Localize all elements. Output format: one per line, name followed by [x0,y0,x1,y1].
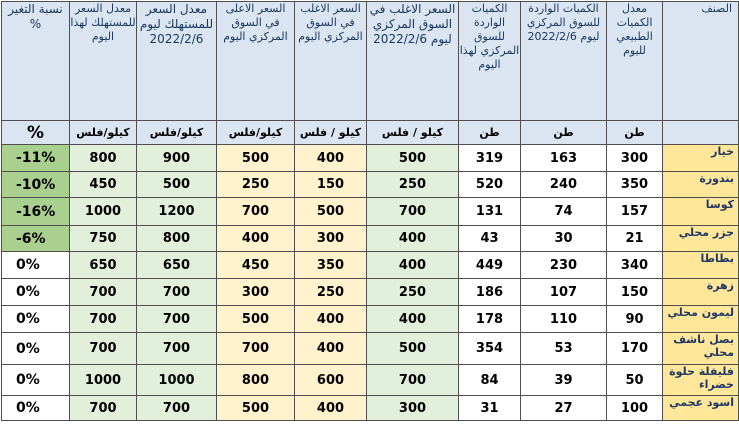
consumer-date-cell: 1200 [137,198,217,226]
table-row [2,172,739,198]
qty-today-cell: 84 [459,365,521,396]
common-price-date-cell: 250 [367,172,459,198]
item-name-cell: جزر محلي [663,226,739,252]
item-name-cell: بصل ناشف محلي [663,333,739,365]
header-row [2,2,739,121]
consumer-today-cell: 1000 [70,198,137,226]
common-price-date-cell: 250 [367,279,459,306]
qty-date-cell: 27 [521,396,607,421]
normal-qty-cell: 300 [607,145,663,172]
common-price-cell: 350 [295,252,367,279]
consumer-date-cell: 800 [137,226,217,252]
table-row [2,145,739,172]
qty-date-cell: 230 [521,252,607,279]
item-name-cell: خيار [663,145,739,172]
common-price-date-cell: 500 [367,145,459,172]
common-price-date-cell: 400 [367,306,459,333]
qty-today-cell: 354 [459,333,521,365]
consumer-date-cell: 700 [137,333,217,365]
change-cell: 0% [2,396,70,421]
change-cell: 0% [2,333,70,365]
unit-kg-fils: كيلو/فلس [70,121,137,145]
item-name-cell: كوسا [663,198,739,226]
item-name-cell: ليمون محلي [663,306,739,333]
consumer-date-cell: 700 [137,396,217,421]
item-name-cell: اسود عجمي [663,396,739,421]
normal-qty-cell: 157 [607,198,663,226]
qty-today-cell: 520 [459,172,521,198]
unit-kg-fils: كيلو / فلس [295,121,367,145]
unit-ton: طن [607,121,663,145]
unit-ton: طن [521,121,607,145]
header-consumer-today: معدل السعر للمستهلك لهذا اليوم [70,2,137,121]
unit-kg-fils: كيلو / فلس [367,121,459,145]
qty-today-cell: 131 [459,198,521,226]
header-change: نسبة التغير % [2,2,70,121]
qty-today-cell: 31 [459,396,521,421]
common-price-cell: 400 [295,145,367,172]
item-name-cell: بندورة [663,172,739,198]
max-price-cell: 700 [217,198,295,226]
normal-qty-cell: 90 [607,306,663,333]
normal-qty-cell: 170 [607,333,663,365]
table-row [2,333,739,365]
max-price-cell: 250 [217,172,295,198]
unit-kg-fils: كيلو/فلس [137,121,217,145]
qty-date-cell: 240 [521,172,607,198]
normal-qty-cell: 340 [607,252,663,279]
consumer-date-cell: 700 [137,279,217,306]
max-price-cell: 700 [217,333,295,365]
change-cell: -11% [2,145,70,172]
units-row [2,121,739,145]
header-item: الصنف [663,2,739,121]
change-cell: 0% [2,306,70,333]
change-cell: 0% [2,365,70,396]
table-row [2,226,739,252]
consumer-today-cell: 650 [70,252,137,279]
table-row [2,198,739,226]
item-name-cell: زهرة [663,279,739,306]
consumer-date-cell: 500 [137,172,217,198]
change-cell: -10% [2,172,70,198]
max-price-cell: 800 [217,365,295,396]
qty-date-cell: 30 [521,226,607,252]
max-price-cell: 500 [217,306,295,333]
item-name-cell: بطاطا [663,252,739,279]
max-price-cell: 400 [217,226,295,252]
consumer-today-cell: 1000 [70,365,137,396]
unit-kg-fils: كيلو/فلس [217,121,295,145]
table-row [2,365,739,396]
common-price-date-cell: 700 [367,365,459,396]
common-price-cell: 500 [295,198,367,226]
unit-percent: % [2,121,70,145]
common-price-date-cell: 500 [367,333,459,365]
common-price-cell: 600 [295,365,367,396]
normal-qty-cell: 21 [607,226,663,252]
consumer-date-cell: 650 [137,252,217,279]
normal-qty-cell: 150 [607,279,663,306]
consumer-date-cell: 700 [137,306,217,333]
table-row [2,279,739,306]
common-price-cell: 250 [295,279,367,306]
consumer-today-cell: 800 [70,145,137,172]
common-price-cell: 400 [295,396,367,421]
table-row [2,306,739,333]
header-common-price-date: السعر الاغلب في السوق المركزي ليوم 2022/2/6 [367,2,459,121]
max-price-cell: 500 [217,145,295,172]
change-cell: 0% [2,279,70,306]
max-price-cell: 300 [217,279,295,306]
normal-qty-cell: 350 [607,172,663,198]
common-price-date-cell: 400 [367,226,459,252]
change-cell: -6% [2,226,70,252]
header-normal-qty: معدل الكميات الطبيعي لليوم [607,2,663,121]
qty-today-cell: 186 [459,279,521,306]
qty-date-cell: 163 [521,145,607,172]
consumer-today-cell: 700 [70,333,137,365]
qty-today-cell: 449 [459,252,521,279]
table-row [2,396,739,421]
header-consumer-date: معدل السعر للمستهلك ليوم 2022/2/6 [137,2,217,121]
normal-qty-cell: 100 [607,396,663,421]
change-cell: -16% [2,198,70,226]
normal-qty-cell: 50 [607,365,663,396]
common-price-date-cell: 700 [367,198,459,226]
max-price-cell: 450 [217,252,295,279]
price-table [1,1,739,421]
qty-date-cell: 53 [521,333,607,365]
change-cell: 0% [2,252,70,279]
common-price-cell: 400 [295,306,367,333]
consumer-date-cell: 1000 [137,365,217,396]
consumer-today-cell: 700 [70,306,137,333]
header-common-price: السعر الاغلب في السوق المركزي اليوم [295,2,367,121]
common-price-cell: 150 [295,172,367,198]
unit-ton: طن [459,121,521,145]
unit-item-blank [663,121,739,145]
consumer-today-cell: 700 [70,279,137,306]
common-price-cell: 300 [295,226,367,252]
qty-today-cell: 178 [459,306,521,333]
common-price-date-cell: 400 [367,252,459,279]
qty-today-cell: 43 [459,226,521,252]
consumer-date-cell: 900 [137,145,217,172]
qty-date-cell: 110 [521,306,607,333]
common-price-cell: 400 [295,333,367,365]
qty-date-cell: 39 [521,365,607,396]
header-max-price: السعر الاعلى في السوق المركزي اليوم [217,2,295,121]
consumer-today-cell: 700 [70,396,137,421]
common-price-date-cell: 300 [367,396,459,421]
table-row [2,252,739,279]
max-price-cell: 500 [217,396,295,421]
header-qty-today: الكميات الواردة للسوق المركزي لهذا اليوم [459,2,521,121]
consumer-today-cell: 450 [70,172,137,198]
header-qty-date: الكميات الواردة للسوق المركزي ليوم 2022/2/6 [521,2,607,121]
qty-today-cell: 319 [459,145,521,172]
consumer-today-cell: 750 [70,226,137,252]
qty-date-cell: 107 [521,279,607,306]
qty-date-cell: 74 [521,198,607,226]
item-name-cell: فليفلة حلوة خضراء [663,365,739,396]
